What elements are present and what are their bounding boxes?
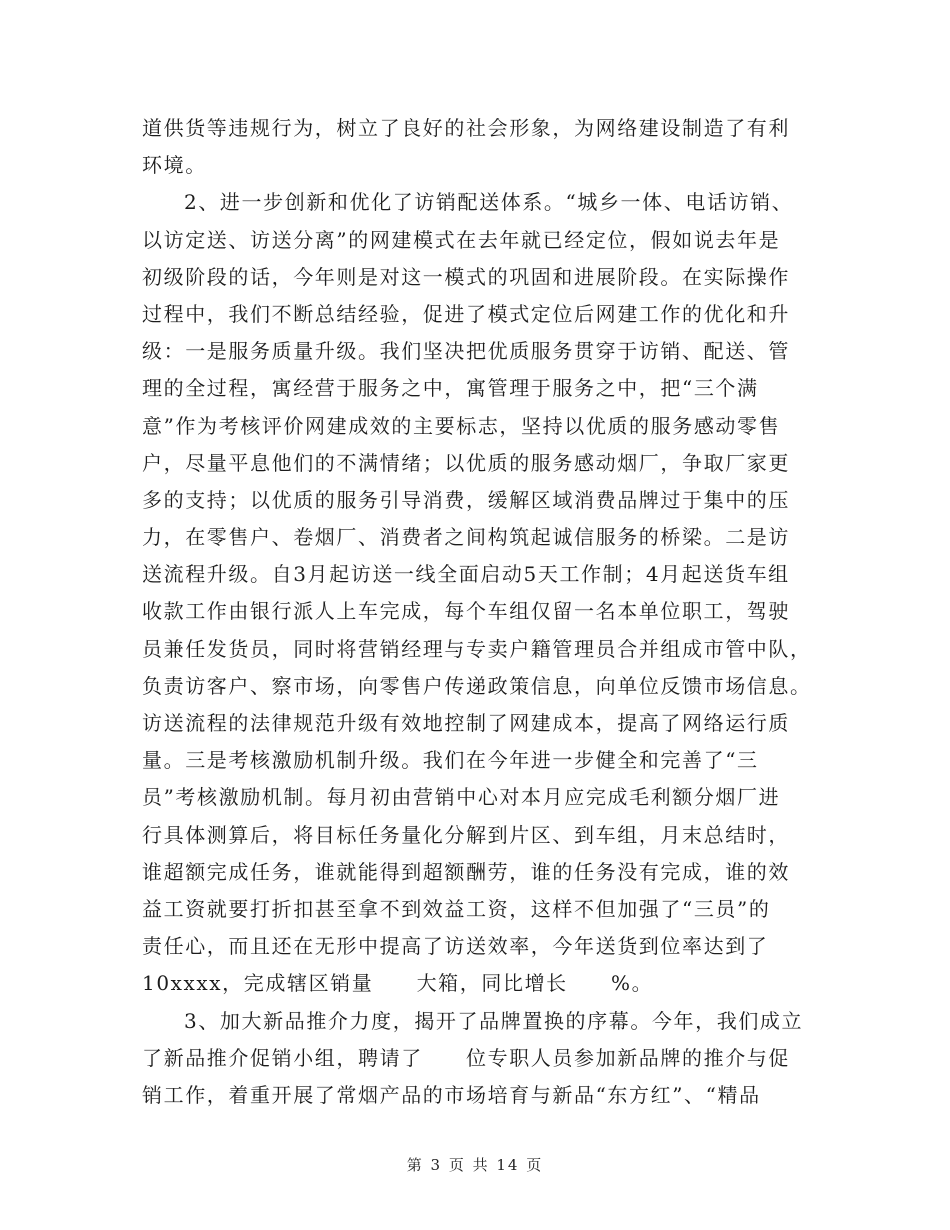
text-line: 力，在零售户、卷烟厂、消费者之间构筑起诚信服务的桥梁。二是访 (142, 525, 790, 550)
text-line: 初级阶段的话，今年则是对这一模式的巩固和进展阶段。在实际操作 (142, 264, 790, 289)
text-line: 送流程升级。自3月起访送一线全面启动5天工作制；4月起送货车组 (142, 562, 790, 587)
text-line: 10xxxx，完成辖区销量 大箱，同比增长 %。 (142, 971, 654, 996)
text-line: 环境。 (142, 153, 207, 178)
text-line: 负责访客户、察市场，向零售户传递政策信息，向单位反馈市场信息。 (142, 673, 812, 698)
text-line: 了新品推介促销小组，聘请了 位专职人员参加新品牌的推介与促 (142, 1045, 790, 1070)
text-line: 谁超额完成任务，谁就能得到超额酬劳，谁的任务没有完成，谁的效 (142, 859, 790, 884)
text-line: 访送流程的法律规范升级有效地控制了网建成本，提高了网络运行质 (142, 711, 790, 735)
text-line: 销工作，着重开展了常烟产品的市场培育与新品“东方红”、“精品 (142, 1082, 761, 1107)
text-line: 级：一是服务质量升级。我们坚决把优质服务贯穿于访销、配送、管 (142, 339, 790, 364)
text-line: 2、进一步创新和优化了访销配送体系。“城乡一体、电话访销、 (184, 190, 794, 215)
text-line: 行具体测算后，将目标任务量化分解到片区、到车组，月末总结时， (142, 822, 790, 847)
text-line: 收款工作由银行派人上车完成，每个车组仅留一名本单位职工，驾驶 (142, 599, 790, 624)
text-line: 责任心，而且还在无形中提高了访送效率，今年送货到位率达到了 (142, 934, 769, 959)
text-line: 员兼任发货员，同时将营销经理与专卖户籍管理员合并组成市管中队， (142, 636, 812, 661)
text-line: 多的支持；以优质的服务引导消费，缓解区域消费品牌过于集中的压 (142, 487, 790, 512)
text-line: 理的全过程，寓经营于服务之中，寓管理于服务之中，把“三个满 (142, 376, 759, 401)
text-line: 户，尽量平息他们的不满情绪；以优质的服务感动烟厂，争取厂家更 (142, 450, 790, 475)
text-line: 3、加大新品推介力度，揭开了品牌置换的序幕。今年，我们成立 (184, 1008, 804, 1033)
text-line: 益工资就要打折扣甚至拿不到效益工资，这样不但加强了“三员”的 (142, 896, 771, 921)
text-line: 员”考核激励机制。每月初由营销中心对本月应完成毛利额分烟厂进 (142, 785, 781, 810)
text-line: 意”作为考核评价网建成效的主要标志，坚持以优质的服务感动零售 (142, 413, 781, 438)
text-line: 道供货等违规行为，树立了良好的社会形象，为网络建设制造了有利 (142, 116, 790, 140)
page-footer: 第 3 页 共 14 页 (406, 1156, 544, 1174)
body-text (142, 110, 812, 1114)
text-line: 量。三是考核激励机制升级。我们在今年进一步健全和完善了“三 (142, 748, 759, 773)
text-line: 以访定送、访送分离”的网建模式在去年就已经定位，假如说去年是 (142, 227, 781, 252)
text-line: 过程中，我们不断总结经验，促进了模式定位后网建工作的优化和升 (142, 301, 790, 326)
